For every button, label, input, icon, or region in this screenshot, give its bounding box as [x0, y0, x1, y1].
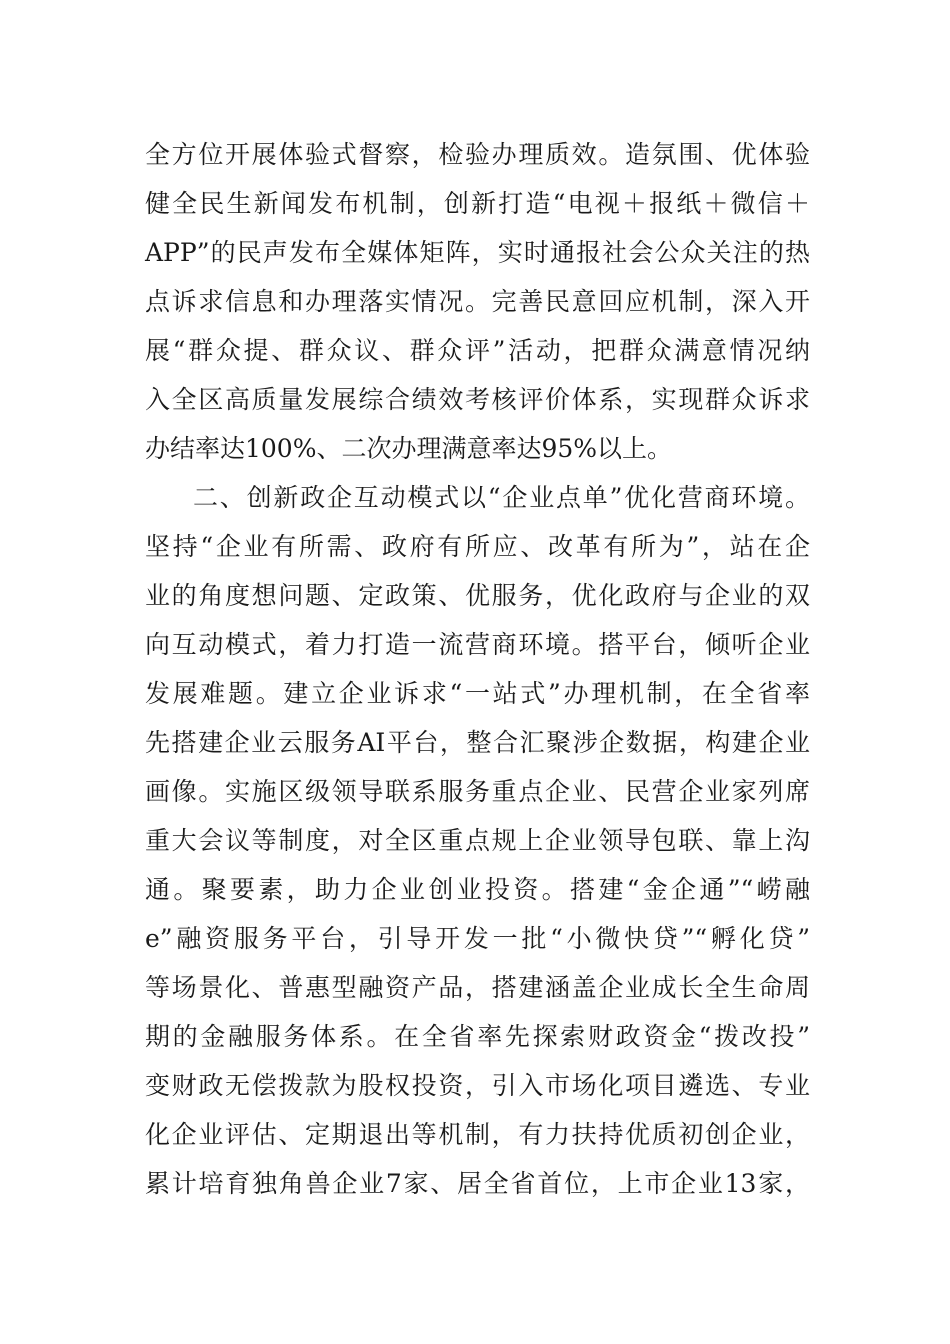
text-line: 等场景化、普惠型融资产品，搭建涵盖企业成长全生命周 — [145, 973, 810, 1002]
text-line: 展“群众提、群众议、群众评”活动，把群众满意情况纳 — [145, 336, 810, 365]
text-line: 变财政无偿拨款为股权投资，引入市场化项目遴选、专业 — [145, 1071, 810, 1100]
text-line: e”融资服务平台，引导开发一批“小微快贷”“孵化贷” — [145, 924, 810, 953]
text-line: 入全区高质量发展综合绩效考核评价体系，实现群众诉求 — [145, 385, 810, 414]
text-line: 点诉求信息和办理落实情况。完善民意回应机制，深入开 — [145, 287, 810, 316]
body-text — [145, 130, 810, 1208]
text-line: 画像。实施区级领导联系服务重点企业、民营企业家列席 — [145, 777, 810, 806]
text-line: 通。聚要素，助力企业创业投资。搭建“金企通”“崂融 — [145, 875, 810, 904]
text-line: 健全民生新闻发布机制，创新打造“电视＋报纸＋微信＋ — [145, 189, 810, 218]
text-line: APP”的民声发布全媒体矩阵，实时通报社会公众关注的热 — [145, 238, 810, 267]
text-line: 化企业评估、定期退出等机制，有力扶持优质初创企业， — [145, 1120, 810, 1149]
text-line: 先搭建企业云服务AI平台，整合汇聚涉企数据，构建企业 — [145, 728, 810, 757]
text-line: 坚持“企业有所需、政府有所应、改革有所为”，站在企 — [145, 532, 810, 561]
section-heading-line: 二、创新政企互动模式以“企业点单”优化营商环境。 — [193, 483, 810, 512]
text-line: 全方位开展体验式督察，检验办理质效。造氛围、优体验 — [145, 140, 810, 169]
text-line: 业的角度想问题、定政策、优服务，优化政府与企业的双 — [145, 581, 810, 610]
text-line: 向互动模式，着力打造一流营商环境。搭平台，倾听企业 — [145, 630, 810, 659]
text-line: 累计培育独角兽企业7家、居全省首位，上市企业13家， — [145, 1169, 810, 1198]
paragraph-end-line: 办结率达100%、二次办理满意率达95%以上。 — [145, 434, 673, 463]
text-line: 重大会议等制度，对全区重点规上企业领导包联、靠上沟 — [145, 826, 810, 855]
text-line: 期的金融服务体系。在全省率先探索财政资金“拨改投” — [145, 1022, 810, 1051]
text-line: 发展难题。建立企业诉求“一站式”办理机制，在全省率 — [145, 679, 810, 708]
